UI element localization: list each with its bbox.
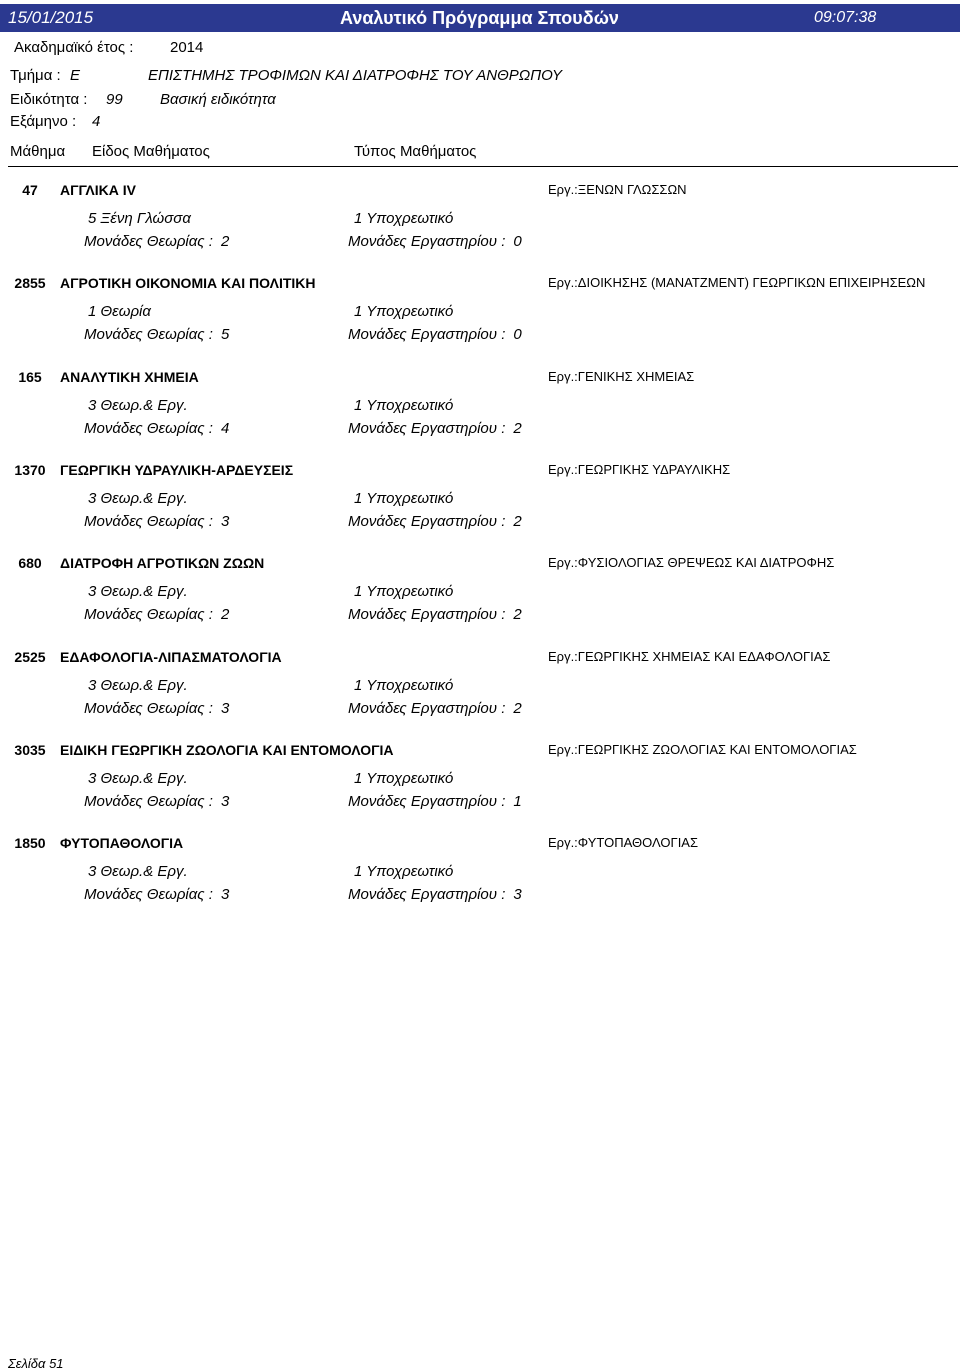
course-type: 1 Υποχρεωτικό	[354, 770, 454, 787]
header-divider	[8, 166, 958, 167]
column-header-course: Μάθημα	[10, 143, 66, 160]
theory-units-value: 3	[220, 513, 230, 530]
course-kind: 5 Ξένη Γλώσσα	[88, 210, 191, 227]
course-name: ΦΥΤΟΠΑΘΟΛΟΓΙΑ	[60, 835, 184, 851]
course-code: 1850	[14, 835, 46, 851]
column-header-course-kind: Είδος Μαθήματος	[92, 143, 210, 160]
theory-units	[84, 512, 229, 532]
course-lab: Εργ.:ΞΕΝΩΝ ΓΛΩΣΣΩΝ	[548, 182, 687, 197]
lab-units-label: Μονάδες Εργαστηρίου :	[348, 326, 506, 343]
theory-units-label: Μονάδες Θεωρίας :	[84, 700, 213, 717]
course-code: 47	[22, 182, 38, 198]
lab-units	[348, 325, 522, 345]
theory-units-label: Μονάδες Θεωρίας :	[84, 606, 213, 623]
course-entry	[0, 833, 960, 913]
course-kind: 3 Θεωρ.& Εργ.	[88, 770, 188, 787]
academic-year-value: 2014	[170, 39, 204, 56]
lab-units	[348, 885, 522, 905]
academic-year-label: Ακαδημαϊκό έτος :	[14, 39, 134, 56]
theory-units-label: Μονάδες Θεωρίας :	[84, 420, 213, 437]
theory-units-label: Μονάδες Θεωρίας :	[84, 886, 213, 903]
course-name: ΑΝΑΛΥΤΙΚΗ ΧΗΜΕΙΑ	[60, 369, 199, 385]
page-number: 51	[49, 1356, 64, 1371]
course-type: 1 Υποχρεωτικό	[354, 397, 454, 414]
course-entry	[0, 367, 960, 447]
lab-units-label: Μονάδες Εργαστηρίου :	[348, 793, 506, 810]
lab-units-value: 1	[513, 793, 522, 810]
report-title: Αναλυτικό Πρόγραμμα Σπουδών	[340, 8, 619, 28]
course-lab: Εργ.:ΦΥΤΟΠΑΘΟΛΟΓΙΑΣ	[548, 835, 699, 850]
department-label: Τμήμα :	[10, 67, 61, 84]
course-kind: 3 Θεωρ.& Εργ.	[88, 583, 188, 600]
course-name: ΕΔΑΦΟΛΟΓΙΑ-ΛΙΠΑΣΜΑΤΟΛΟΓΙΑ	[60, 649, 282, 665]
course-code: 680	[18, 555, 42, 571]
specialty-label: Ειδικότητα :	[10, 91, 88, 108]
theory-units	[84, 885, 229, 905]
lab-units-label: Μονάδες Εργαστηρίου :	[348, 513, 506, 530]
course-kind: 3 Θεωρ.& Εργ.	[88, 677, 188, 694]
specialty-code: 99	[106, 91, 123, 108]
course-type: 1 Υποχρεωτικό	[354, 863, 454, 880]
course-type: 1 Υποχρεωτικό	[354, 490, 454, 507]
lab-units-label: Μονάδες Εργαστηρίου :	[348, 700, 506, 717]
theory-units-value: 2	[220, 606, 230, 623]
semester-value: 4	[92, 113, 101, 130]
course-lab: Εργ.:ΓΕΩΡΓΙΚΗΣ ΧΗΜΕΙΑΣ ΚΑΙ ΕΔΑΦΟΛΟΓΙΑΣ	[548, 649, 831, 664]
theory-units	[84, 232, 229, 252]
course-code: 2855	[14, 275, 46, 291]
lab-units-value: 2	[513, 700, 522, 717]
course-code: 2525	[14, 649, 46, 665]
theory-units	[84, 605, 229, 625]
lab-units-label: Μονάδες Εργαστηρίου :	[348, 420, 506, 437]
lab-units	[348, 699, 522, 719]
theory-units-label: Μονάδες Θεωρίας :	[84, 233, 213, 250]
theory-units-label: Μονάδες Θεωρίας :	[84, 326, 213, 343]
lab-units	[348, 232, 522, 252]
column-header-course-type: Τύπος Μαθήματος	[354, 143, 477, 160]
theory-units-label: Μονάδες Θεωρίας :	[84, 793, 213, 810]
lab-units-value: 3	[513, 886, 522, 903]
department-name: ΕΠΙΣΤΗΜΗΣ ΤΡΟΦΙΜΩΝ ΚΑΙ ΔΙΑΤΡΟΦΗΣ ΤΟΥ ΑΝΘΡΩΠΟΥ	[148, 67, 562, 84]
theory-units	[84, 699, 229, 719]
page-footer	[8, 1356, 64, 1371]
semester-label: Εξάμηνο :	[10, 113, 77, 130]
course-name: ΑΓΡΟΤΙΚΗ ΟΙΚΟΝΟΜΙΑ ΚΑΙ ΠΟΛΙΤΙΚΗ	[60, 275, 316, 291]
lab-units	[348, 512, 522, 532]
course-lab: Εργ.:ΔΙΟΙΚΗΣΗΣ (ΜΑΝΑΤΖΜΕΝΤ) ΓΕΩΡΓΙΚΩΝ ΕΠΙΧΕΙΡΗΣΕΩΝ	[548, 275, 926, 290]
course-entry	[0, 460, 960, 540]
lab-units-value: 0	[513, 326, 522, 343]
specialty-name: Βασική ειδικότητα	[160, 91, 276, 108]
course-entry	[0, 273, 960, 353]
course-type: 1 Υποχρεωτικό	[354, 303, 454, 320]
theory-units	[84, 792, 229, 812]
lab-units-label: Μονάδες Εργαστηρίου :	[348, 606, 506, 623]
course-kind: 3 Θεωρ.& Εργ.	[88, 397, 188, 414]
page-label: Σελίδα	[8, 1356, 46, 1371]
theory-units	[84, 325, 229, 345]
lab-units-label: Μονάδες Εργαστηρίου :	[348, 233, 506, 250]
lab-units	[348, 419, 522, 439]
lab-units-value: 0	[513, 233, 522, 250]
lab-units	[348, 792, 522, 812]
course-entry	[0, 180, 960, 260]
lab-units	[348, 605, 522, 625]
lab-units-value: 2	[513, 606, 522, 623]
report-date: 15/01/2015	[8, 8, 94, 27]
course-type: 1 Υποχρεωτικό	[354, 210, 454, 227]
report-header-bar	[0, 4, 960, 32]
theory-units-value: 2	[220, 233, 230, 250]
course-type: 1 Υποχρεωτικό	[354, 677, 454, 694]
course-kind: 3 Θεωρ.& Εργ.	[88, 490, 188, 507]
lab-units-value: 2	[513, 513, 522, 530]
theory-units-value: 4	[220, 420, 230, 437]
course-name: ΑΓΓΛΙΚΑ IV	[60, 182, 136, 198]
report-time: 09:07:38	[814, 9, 877, 26]
course-name: ΓΕΩΡΓΙΚΗ ΥΔΡΑΥΛΙΚΗ-ΑΡΔΕΥΣΕΙΣ	[60, 462, 294, 478]
department-code: Ε	[70, 67, 81, 84]
theory-units-value: 5	[220, 326, 230, 343]
theory-units-value: 3	[220, 793, 230, 810]
course-lab: Εργ.:ΓΕΩΡΓΙΚΗΣ ΥΔΡΑΥΛΙΚΗΣ	[548, 462, 731, 477]
theory-units-value: 3	[220, 700, 230, 717]
theory-units-value: 3	[220, 886, 230, 903]
course-code: 1370	[14, 462, 46, 478]
course-lab: Εργ.:ΓΕΝΙΚΗΣ ΧΗΜΕΙΑΣ	[548, 369, 695, 384]
lab-units-label: Μονάδες Εργαστηρίου :	[348, 886, 506, 903]
course-entry	[0, 647, 960, 727]
theory-units-label: Μονάδες Θεωρίας :	[84, 513, 213, 530]
course-name: ΕΙΔΙΚΗ ΓΕΩΡΓΙΚΗ ΖΩΟΛΟΓΙΑ ΚΑΙ ΕΝΤΟΜΟΛΟΓΙΑ	[60, 742, 394, 758]
course-lab: Εργ.:ΓΕΩΡΓΙΚΗΣ ΖΩΟΛΟΓΙΑΣ ΚΑΙ ΕΝΤΟΜΟΛΟΓΙΑΣ	[548, 742, 857, 757]
course-name: ΔΙΑΤΡΟΦΗ ΑΓΡΟΤΙΚΩΝ ΖΩΩΝ	[60, 555, 265, 571]
course-entry	[0, 740, 960, 820]
course-code: 3035	[14, 742, 46, 758]
theory-units	[84, 419, 229, 439]
course-type: 1 Υποχρεωτικό	[354, 583, 454, 600]
lab-units-value: 2	[513, 420, 522, 437]
course-kind: 3 Θεωρ.& Εργ.	[88, 863, 188, 880]
course-entry	[0, 553, 960, 633]
course-lab: Εργ.:ΦΥΣΙΟΛΟΓΙΑΣ ΘΡΕΨΕΩΣ ΚΑΙ ΔΙΑΤΡΟΦΗΣ	[548, 555, 835, 570]
course-kind: 1 Θεωρία	[88, 303, 151, 320]
course-code: 165	[18, 369, 42, 385]
